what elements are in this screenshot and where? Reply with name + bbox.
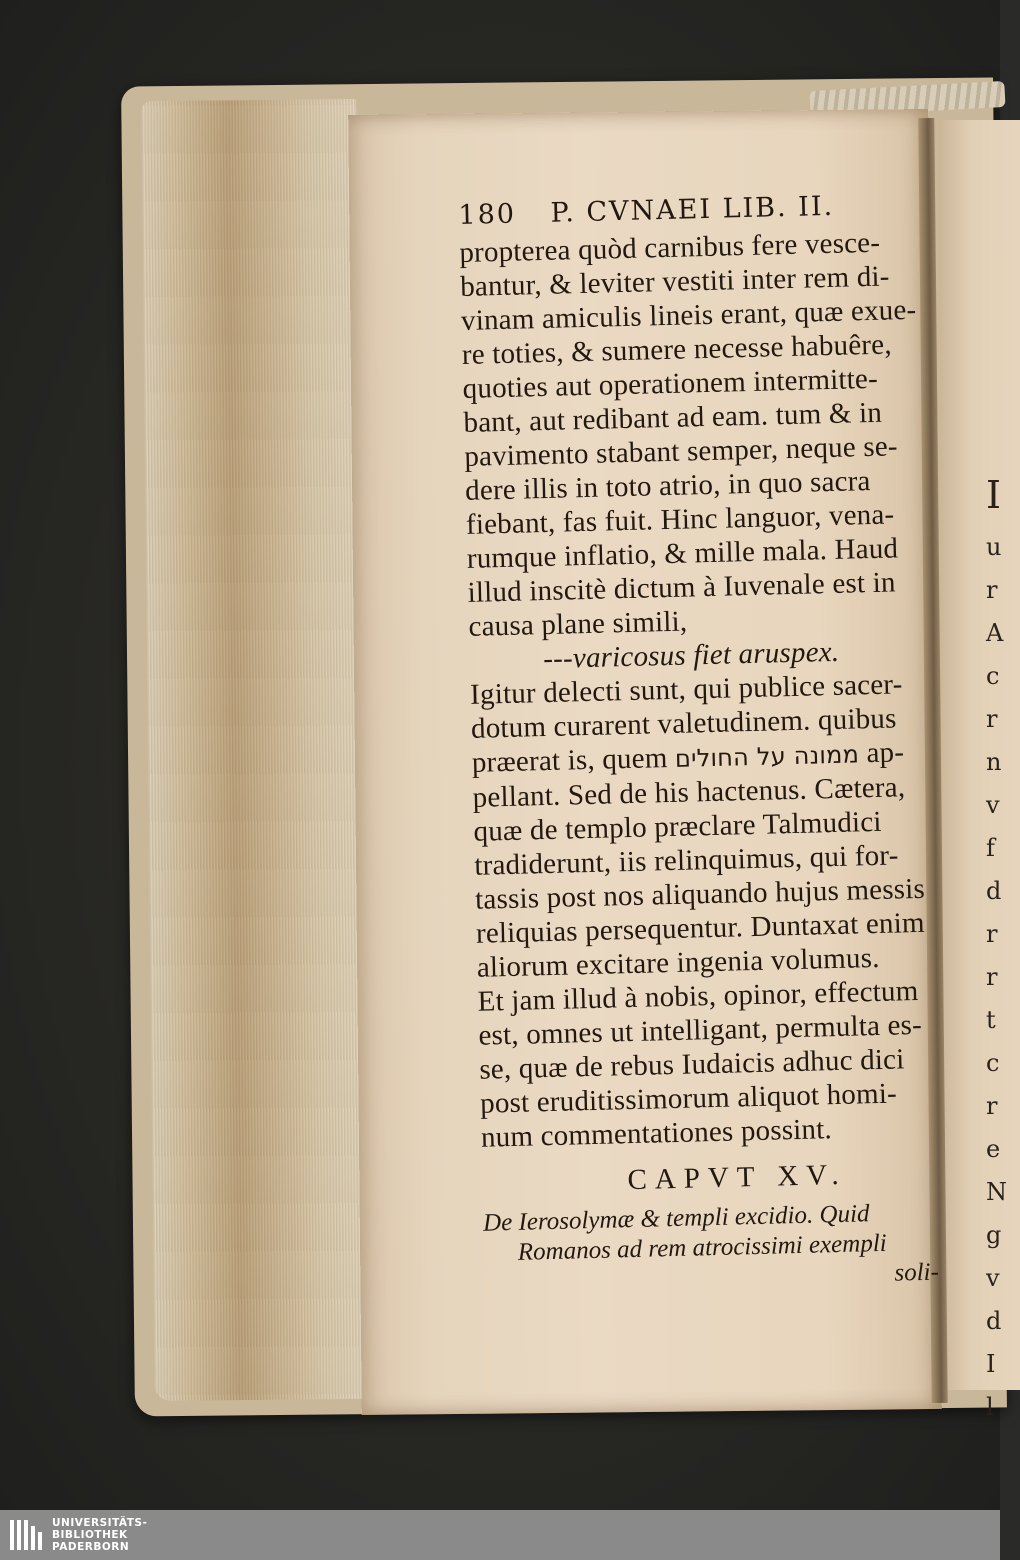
page-fore-edge <box>141 99 370 1401</box>
facing-page-char: n <box>986 748 1002 776</box>
library-name <box>52 1517 147 1553</box>
facing-page-char: c <box>986 1049 1000 1077</box>
library-name-line: BIBLIOTHEK <box>52 1529 128 1541</box>
facing-page-char: r <box>986 1092 998 1120</box>
text-line: quoties aut operationem intermitte- <box>462 362 879 405</box>
text-line: Igitur delecti sunt, qui publice sacer- <box>469 668 903 711</box>
facing-page-char: c <box>986 662 1000 690</box>
chapter-subtitle: De Ierosolymæ & templi excidio. Quid <box>482 1200 870 1237</box>
library-footer <box>0 1510 1000 1560</box>
text-line: vinam amiculis lineis erant, quæ exue- <box>460 293 917 337</box>
text-line: tradiderunt, iis relinquimus, qui for- <box>473 839 899 882</box>
facing-page-char: d <box>986 877 1002 905</box>
facing-page-char: I <box>986 1350 996 1378</box>
chapter-heading: CAPVT XV. <box>627 1158 848 1197</box>
library-name-line: PADERBORN <box>52 1541 130 1553</box>
catchword: soli- <box>894 1258 940 1287</box>
facing-page-char: r <box>986 576 998 604</box>
facing-page-char: e <box>986 1135 1001 1163</box>
facing-page-char: A <box>986 619 1004 647</box>
text-line: se, quæ de rebus Iudaicis adhuc dici <box>478 1043 905 1086</box>
chapter-subtitle: Romanos ad rem atrocissimi exempli <box>517 1229 887 1266</box>
hebrew-line-before: præerat is, quem <box>471 742 668 779</box>
running-title: P. CVNAEI LIB. II. <box>550 190 835 229</box>
facing-page-char: r <box>986 920 998 948</box>
facing-page-char: d <box>986 1307 1002 1335</box>
text-line: est, omnes ut intelligant, permulta es- <box>478 1008 923 1052</box>
text-line: rumque inflatio, & mille mala. Haud <box>466 532 899 575</box>
text-line: aliorum excitare ingenia volumus. <box>476 941 880 984</box>
quotation-line: ---varicosus fiet aruspex. <box>542 635 840 676</box>
facing-page-char: N <box>986 1178 1007 1206</box>
library-name-line: UNIVERSITÄTS- <box>52 1517 148 1529</box>
facing-page-char: v <box>986 1264 1000 1292</box>
text-line: illud inscitè dictum à Iuvenale est in <box>467 566 896 609</box>
text-line: dotum curarent valetudinem. quibus <box>470 702 897 745</box>
text-line: tassis post nos aliquando hujus messis <box>474 872 926 916</box>
facing-page-char: u <box>986 533 1002 561</box>
hebrew-line-after: ap- <box>866 736 905 770</box>
facing-page-text <box>986 470 1007 1429</box>
text-line: causa plane simili, <box>468 605 688 643</box>
text-line: bantur, & leviter vestiti inter rem di- <box>459 260 890 303</box>
text-line: propterea quòd carnibus fere vesce- <box>459 226 881 269</box>
text-line: post eruditissimorum aliquot homi- <box>479 1077 898 1120</box>
facing-page-char: r <box>986 963 998 991</box>
text-line: pavimento stabant semper, neque se- <box>463 430 899 473</box>
facing-page-char: r <box>986 705 998 733</box>
text-line: bant, aut redibant ad eam. tum & in <box>463 396 883 439</box>
text-line: pellant. Sed de his hactenus. Cætera, <box>472 771 906 814</box>
facing-page-char: g <box>986 1221 1002 1249</box>
facing-page-char: I <box>986 473 1002 517</box>
text-line: num commentationes possint. <box>480 1113 833 1154</box>
text-line: re toties, & sumere necesse habuêre, <box>461 328 893 371</box>
page-number: 180 <box>458 198 517 231</box>
text-line: dere illis in toto atrio, in quo sacra <box>464 465 871 507</box>
facing-page-char: v <box>986 791 1000 819</box>
facing-page-char: t <box>986 1006 996 1034</box>
text-line: fiebant, fas fuit. Hinc languor, vena- <box>465 498 895 541</box>
page-text <box>458 185 955 1299</box>
text-line: quæ de templo præclare Talmudici <box>473 805 882 848</box>
text-line: Et jam illud à nobis, opinor, effectum <box>477 974 919 1018</box>
library-logo-icon <box>8 1516 46 1554</box>
hebrew-phrase: ממונה על החולים <box>674 740 860 773</box>
facing-page-char: f <box>986 834 995 862</box>
text-line: reliquias persequentur. Duntaxat enim <box>475 906 926 950</box>
facing-page-char: l <box>986 1393 994 1421</box>
